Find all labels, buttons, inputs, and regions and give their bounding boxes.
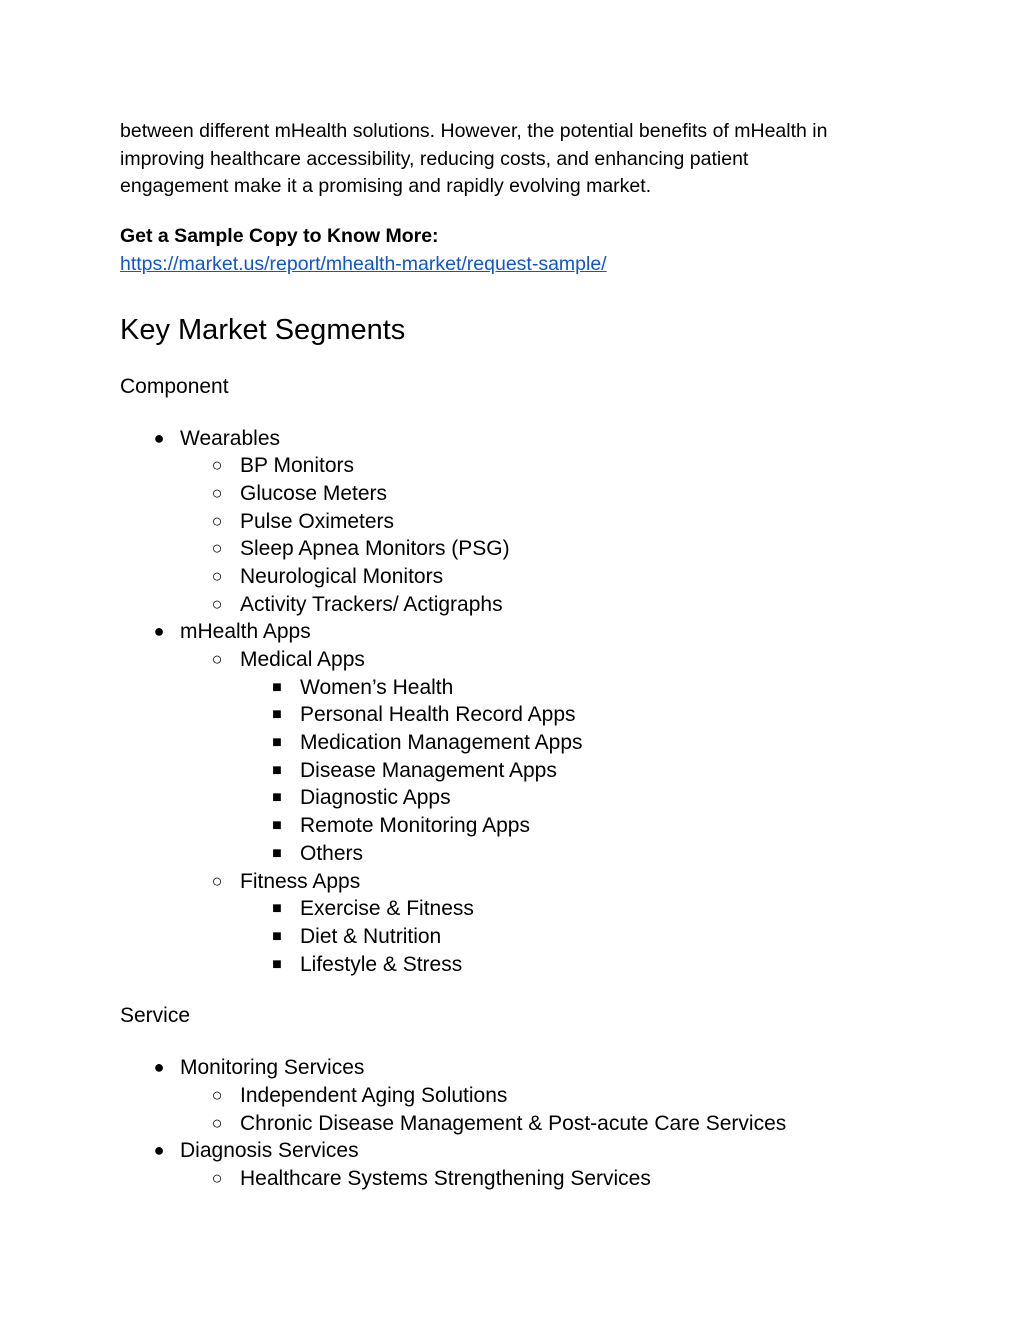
service-subheading: Service xyxy=(120,1004,191,1028)
list-item xyxy=(120,508,910,536)
list-item-label: Pulse Oximeters xyxy=(240,509,395,533)
bullet-disc-icon: ● xyxy=(153,427,165,448)
list-item xyxy=(120,1082,910,1110)
list-item xyxy=(120,452,910,480)
list-item xyxy=(120,923,910,951)
bullet-circle-icon: ○ xyxy=(211,649,223,670)
sample-copy-link[interactable]: https://market.us/report/mhealth-market/request-sample/ xyxy=(120,252,607,275)
list-item xyxy=(120,618,910,646)
bullet-circle-icon: ○ xyxy=(211,482,223,503)
list-item-label: Monitoring Services xyxy=(180,1056,365,1080)
list-item xyxy=(120,729,910,757)
list-item xyxy=(120,646,910,674)
list-item xyxy=(120,1137,910,1165)
list-item-label: Neurological Monitors xyxy=(240,564,444,588)
list-item xyxy=(120,812,910,840)
list-item-label: BP Monitors xyxy=(240,454,354,478)
list-item xyxy=(120,784,910,812)
bullet-square-icon: ■ xyxy=(272,789,282,807)
bullet-circle-icon: ○ xyxy=(211,510,223,531)
list-item xyxy=(120,563,910,591)
list-item-label: Others xyxy=(300,841,364,865)
sample-copy-callout xyxy=(120,223,910,278)
list-item-label: Independent Aging Solutions xyxy=(240,1083,508,1107)
component-subheading: Component xyxy=(120,374,229,398)
list-item xyxy=(120,1165,910,1193)
intro-line: improving healthcare accessibility, reducing costs, and enhancing patient xyxy=(120,147,749,170)
bullet-circle-icon: ○ xyxy=(211,565,223,586)
list-item-label: Sleep Apnea Monitors (PSG) xyxy=(240,537,510,561)
bullet-circle-icon: ○ xyxy=(211,1084,223,1105)
bullet-square-icon: ■ xyxy=(272,844,282,862)
list-item xyxy=(120,674,910,702)
intro-paragraph xyxy=(120,118,910,201)
bullet-square-icon: ■ xyxy=(272,734,282,752)
intro-line: between different mHealth solutions. However, the potential benefits of mHealth in xyxy=(120,120,828,142)
service-list xyxy=(120,1054,910,1192)
list-item xyxy=(120,535,910,563)
list-item-label: mHealth Apps xyxy=(180,620,311,644)
list-item-label: Glucose Meters xyxy=(240,481,388,505)
bullet-square-icon: ■ xyxy=(272,817,282,835)
bullet-square-icon: ■ xyxy=(272,706,282,724)
list-item-label: Healthcare Systems Strengthening Services xyxy=(240,1167,651,1191)
component-list xyxy=(120,425,910,979)
list-item xyxy=(120,840,910,868)
list-item xyxy=(120,868,910,896)
bullet-square-icon: ■ xyxy=(272,955,282,973)
bullet-square-icon: ■ xyxy=(272,761,282,779)
bullet-square-icon: ■ xyxy=(272,900,282,918)
list-item-label: Medication Management Apps xyxy=(300,731,583,755)
list-item-label: Diagnostic Apps xyxy=(300,786,451,810)
bullet-circle-icon: ○ xyxy=(211,1168,223,1189)
bullet-disc-icon: ● xyxy=(153,1140,165,1161)
bullet-square-icon: ■ xyxy=(272,927,282,945)
sample-copy-label: Get a Sample Copy to Know More: xyxy=(120,225,439,248)
list-item-label: Women’s Health xyxy=(300,675,454,699)
list-item-label: Personal Health Record Apps xyxy=(300,703,576,727)
list-item-label: Wearables xyxy=(180,426,280,450)
bullet-circle-icon: ○ xyxy=(211,870,223,891)
list-item xyxy=(120,1054,910,1082)
list-item xyxy=(120,591,910,619)
list-item xyxy=(120,757,910,785)
list-item-label: Diagnosis Services xyxy=(180,1139,359,1163)
bullet-circle-icon: ○ xyxy=(211,538,223,559)
bullet-square-icon: ■ xyxy=(272,678,282,696)
bullet-circle-icon: ○ xyxy=(211,1112,223,1133)
list-item xyxy=(120,951,910,979)
intro-line: engagement make it a promising and rapidly evolving market. xyxy=(120,175,652,198)
list-item-label: Chronic Disease Management & Post-acute Care Services xyxy=(240,1111,787,1135)
list-item-label: Lifestyle & Stress xyxy=(300,952,463,976)
bullet-circle-icon: ○ xyxy=(211,455,223,476)
list-item-label: Medical Apps xyxy=(240,648,365,672)
list-item-label: Fitness Apps xyxy=(240,869,361,893)
list-item-label: Diet & Nutrition xyxy=(300,924,442,948)
list-item xyxy=(120,895,910,923)
list-item xyxy=(120,1110,910,1138)
list-item-label: Disease Management Apps xyxy=(300,758,557,782)
list-item xyxy=(120,425,910,453)
bullet-circle-icon: ○ xyxy=(211,593,223,614)
list-item xyxy=(120,701,910,729)
list-item xyxy=(120,480,910,508)
list-item-label: Exercise & Fitness xyxy=(300,897,474,921)
section-heading: Key Market Segments xyxy=(120,313,406,346)
list-item-label: Activity Trackers/ Actigraphs xyxy=(240,592,503,616)
bullet-disc-icon: ● xyxy=(153,621,165,642)
bullet-disc-icon: ● xyxy=(153,1057,165,1078)
document-page xyxy=(120,118,910,1193)
list-item-label: Remote Monitoring Apps xyxy=(300,814,530,838)
